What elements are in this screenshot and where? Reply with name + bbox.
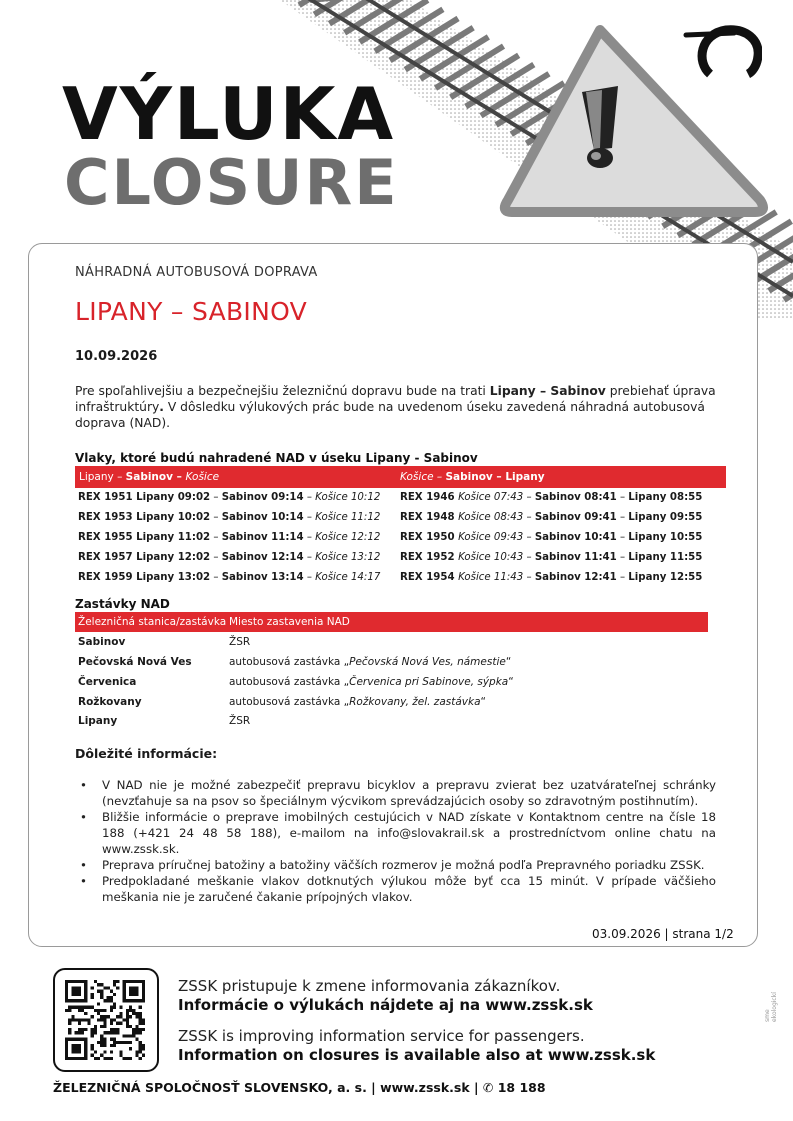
stops-table-header (75, 612, 708, 632)
table-row: REX 1954 Košice 11:43 – Sabinov 12:41 – Lipany 12:55 (400, 572, 703, 583)
info-notice-en-bold: Information on closures is available also at www.zssk.sk (178, 1046, 656, 1064)
col-header-place: Miesto zastavenia NAD (229, 616, 350, 628)
table-row: REX 1955 Lipany 11:02 – Sabinov 11:14 – Košice 12:12 (78, 532, 381, 543)
stop-station: Sabinov (78, 636, 126, 648)
stop-place: ŽSR (229, 636, 251, 648)
table-row: REX 1957 Lipany 12:02 – Sabinov 12:14 – Košice 13:12 (78, 552, 381, 563)
stop-station: Rožkovany (78, 696, 142, 708)
trains-table-header (75, 466, 726, 488)
route-title: LIPANY – SABINOV (75, 297, 308, 326)
title-closure-sk: VÝLUKA (62, 72, 396, 156)
zssk-logo-icon (682, 22, 762, 78)
info-notice-en: ZSSK is improving information service for passengers. (178, 1027, 585, 1045)
stop-station: Lipany (78, 715, 118, 727)
table-row: REX 1953 Lipany 10:02 – Sabinov 10:14 – Košice 11:12 (78, 512, 381, 523)
list-item: • Predpokladané meškanie vlakov dotknutých výlukou môže byť cca 15 minút. V prípade väčšieho meškania nie je zaručené čakanie prípojných vlakov. (80, 873, 716, 905)
stop-place: autobusová zastávka „Rožkovany, žel. zastávka“ (229, 696, 486, 708)
qr-code-frame (53, 968, 159, 1072)
eco-label: sme ekologickí (764, 992, 778, 1022)
trains-heading: Vlaky, ktoré budú nahradené NAD v úseku Lipany - Sabinov (75, 451, 478, 465)
title-closure-en: CLOSURE (64, 146, 399, 219)
stop-station: Červenica (78, 676, 137, 688)
important-info-heading: Dôležité informácie: (75, 746, 218, 761)
closure-date: 10.09.2026 (75, 349, 158, 364)
table-row: REX 1959 Lipany 13:02 – Sabinov 13:14 – Košice 14:17 (78, 572, 381, 583)
info-notice-sk-bold: Informácie o výlukách nájdete aj na www.zssk.sk (178, 996, 593, 1014)
stop-place: autobusová zastávka „Pečovská Nová Ves, námestie“ (229, 656, 512, 668)
company-footer: ŽELEZNIČNÁ SPOLOČNOSŤ SLOVENSKO, a. s. | www.zssk.sk | ✆ 18 188 (53, 1080, 546, 1095)
stop-place: autobusová zastávka „Červenica pri Sabinove, sýpka“ (229, 676, 514, 688)
table-row: REX 1946 Košice 07:43 – Sabinov 08:41 – Lipany 08:55 (400, 492, 703, 503)
page-footer-note: 03.09.2026 | strana 1/2 (592, 927, 734, 941)
stop-place: ŽSR (229, 715, 251, 727)
table-row: REX 1948 Košice 08:43 – Sabinov 09:41 – Lipany 09:55 (400, 512, 703, 523)
list-item: • V NAD nie je možné zabezpečiť prepravu bicyklov a prepravu zvierat bez uzatvárateľnej schránky (nevzťahuje sa na psov so špeciálnym výcvikom sprevádzajúcich osoby so zdravotným postihnutím). (80, 777, 716, 809)
list-item: • Preprava príručnej batožiny a batožiny väčších rozmerov je možná podľa Prepravného poriadku ZSSK. (80, 857, 716, 873)
col-header-lipany-kosice: Lipany – Sabinov – Košice (79, 471, 220, 483)
stop-station: Pečovská Nová Ves (78, 656, 192, 668)
col-header-station: Železničná stanica/zastávka (78, 616, 227, 628)
table-row: REX 1952 Košice 10:43 – Sabinov 11:41 – Lipany 11:55 (400, 552, 703, 563)
table-row: REX 1950 Košice 09:43 – Sabinov 10:41 – Lipany 10:55 (400, 532, 703, 543)
service-kicker: NÁHRADNÁ AUTOBUSOVÁ DOPRAVA (75, 265, 318, 280)
list-item: • Bližšie informácie o preprave imobilných cestujúcich v NAD získate v Kontaktnom centre na čísle 18 188 (+421 24 48 58 188), e-mailom na info@slovakrail.sk a prostredníctvom online chatu na www.zssk.sk. (80, 809, 716, 857)
stops-heading: Zastávky NAD (75, 597, 170, 611)
intro-paragraph: Pre spoľahlivejšiu a bezpečnejšiu železničnú dopravu bude na trati Lipany – Sabinov prebiehať úprava infraštruktúry. V dôsledku výlukových prác bude na uvedenom úseku zavedená náhradná autobusová doprava (NAD). (75, 384, 716, 430)
qr-code-icon (65, 980, 145, 1060)
important-info-list (80, 777, 716, 905)
table-row: REX 1951 Lipany 09:02 – Sabinov 09:14 – Košice 10:12 (78, 492, 381, 503)
info-notice-sk: ZSSK pristupuje k zmene informovania zákazníkov. (178, 977, 561, 995)
col-header-kosice-lipany: Košice – Sabinov – Lipany (400, 471, 545, 483)
